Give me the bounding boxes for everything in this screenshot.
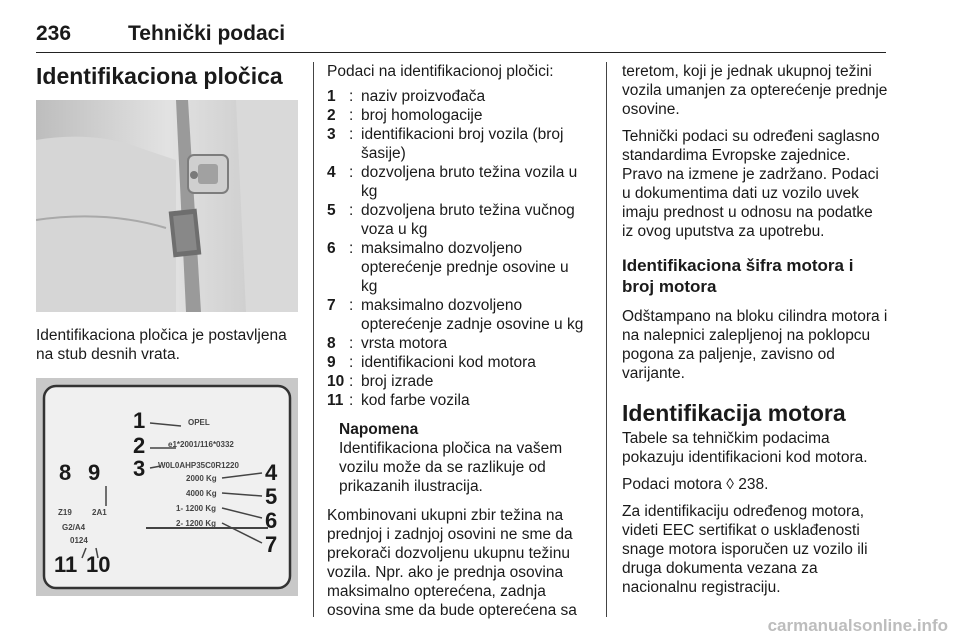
list-intro: Podaci na identifikacionoj pločici: xyxy=(327,63,554,80)
column-divider xyxy=(313,62,314,617)
section-heading: Identifikaciona pločica xyxy=(36,63,283,89)
watermark: carmanualsonline.info xyxy=(767,616,948,635)
photo-illustration xyxy=(36,100,298,312)
note-title: Napomena xyxy=(339,421,419,438)
plate-value-2: e1*2001/116*0332 xyxy=(168,440,234,449)
cross-reference: Podaci motora ◊ 238. xyxy=(622,476,769,493)
list-item: 9 : identifikacioni kod motora xyxy=(327,354,536,371)
plate-legend-list xyxy=(327,87,589,410)
body-paragraph: Tabele sa tehničkim podacima pokazuju identifikacioni kod motora. xyxy=(622,430,868,466)
list-item: 7 : maksimalno dozvoljeno opterećenje zadnje osovine u kg xyxy=(327,297,584,333)
body-paragraph: teretom, koji je jednak ukupnoj težini vozila umanjen za opterećenje prednje osovine. xyxy=(622,63,888,118)
plate-label-7: 7 xyxy=(265,532,278,557)
list-item: 5 : dozvoljena bruto težina vučnog voza u kg xyxy=(327,202,575,238)
list-item: 11 : kod farbe vozila xyxy=(327,392,470,409)
column-middle xyxy=(327,62,589,620)
column-divider xyxy=(606,62,607,617)
plate-label-11: 11 xyxy=(54,552,78,577)
list-item: 2 : broj homologacije xyxy=(327,107,483,124)
plate-value-1: OPEL xyxy=(188,418,210,427)
list-item: 8 : vrsta motora xyxy=(327,335,448,352)
plate-label-2: 2 xyxy=(133,433,146,458)
id-plate-illustration xyxy=(36,378,298,596)
plate-value-8: Z19 xyxy=(58,508,72,517)
plate-value-4: 2000 Kg xyxy=(186,474,217,483)
list-item: 6 : maksimalno dozvoljeno opterećenje prednje osovine u kg xyxy=(327,240,569,295)
plate-label-3: 3 xyxy=(133,456,146,481)
body-paragraph: Kombinovani ukupni zbir težina na prednjoj i zadnjoj osovini ne sme da prekorači dozvoljenu ukupnu težinu vozila. Npr. ako je prednja osovina maksimalno opterećena, zadnja osovina sme da bude opterećena sa xyxy=(327,507,577,619)
header-title: Tehnički podaci xyxy=(128,22,286,45)
plate-value-3: W0L0AHP35C0R1220 xyxy=(158,461,239,470)
subsection-heading: Identifikaciona šifra motora i broj motora xyxy=(622,256,854,296)
section-heading: Identifikacija motora xyxy=(622,400,846,426)
body-paragraph: Odštampano na bloku cilindra motora i na nalepnici zalepljenoj na poklopcu pogona za paljenje, zavisno od varijante. xyxy=(622,308,888,382)
column-left xyxy=(36,62,298,596)
list-item: 4 : dozvoljena bruto težina vozila u kg xyxy=(327,164,578,200)
plate-label-9: 9 xyxy=(88,460,101,485)
photo-caption: Identifikaciona pločica je postavljena na stub desnih vrata. xyxy=(36,327,287,363)
column-right xyxy=(622,62,888,597)
plate-value-6: 1- 1200 Kg xyxy=(176,504,217,513)
list-item: 10 : broj izrade xyxy=(327,373,434,390)
page-number: 236 xyxy=(36,22,72,45)
plate-label-4: 4 xyxy=(265,460,278,485)
list-item: 1 : naziv proizvođača xyxy=(327,88,486,105)
plate-value-11: 0124 xyxy=(70,536,88,545)
plate-value-5: 4000 Kg xyxy=(186,489,217,498)
plate-label-8: 8 xyxy=(59,460,72,485)
plate-label-5: 5 xyxy=(265,484,278,509)
body-paragraph: Za identifikaciju određenog motora, videti EEC sertifikat o usklađenosti snage motora isporučen uz vozilo ili druga dokumenta vezana za nacionalnu registraciju. xyxy=(622,503,868,596)
plate-label-6: 6 xyxy=(265,508,278,533)
page-header xyxy=(36,22,886,53)
door-pillar-photo xyxy=(36,100,298,312)
plate-label-1: 1 xyxy=(133,408,146,433)
plate-label-10: 10 xyxy=(86,552,111,577)
note-text: Identifikaciona pločica na vašem vozilu može da se razlikuje od prikazanih ilustracija. xyxy=(339,440,563,495)
body-paragraph: Tehnički podaci su određeni saglasno standardima Evropske zajednice. Pravo na izmene je zadržano. Podaci u dokumentima dati uz vozilo uvek imaju prednost u odnosu na podatke iz ovog uputstva za upotrebu. xyxy=(622,128,880,240)
plate-value-7: 2- 1200 Kg xyxy=(176,519,217,528)
plate-value-10: G2/A4 xyxy=(62,523,86,532)
plate-value-9: 2A1 xyxy=(92,508,107,517)
note-box xyxy=(327,420,589,496)
list-item: 3 : identifikacioni broj vozila (broj šasije) xyxy=(327,126,564,162)
